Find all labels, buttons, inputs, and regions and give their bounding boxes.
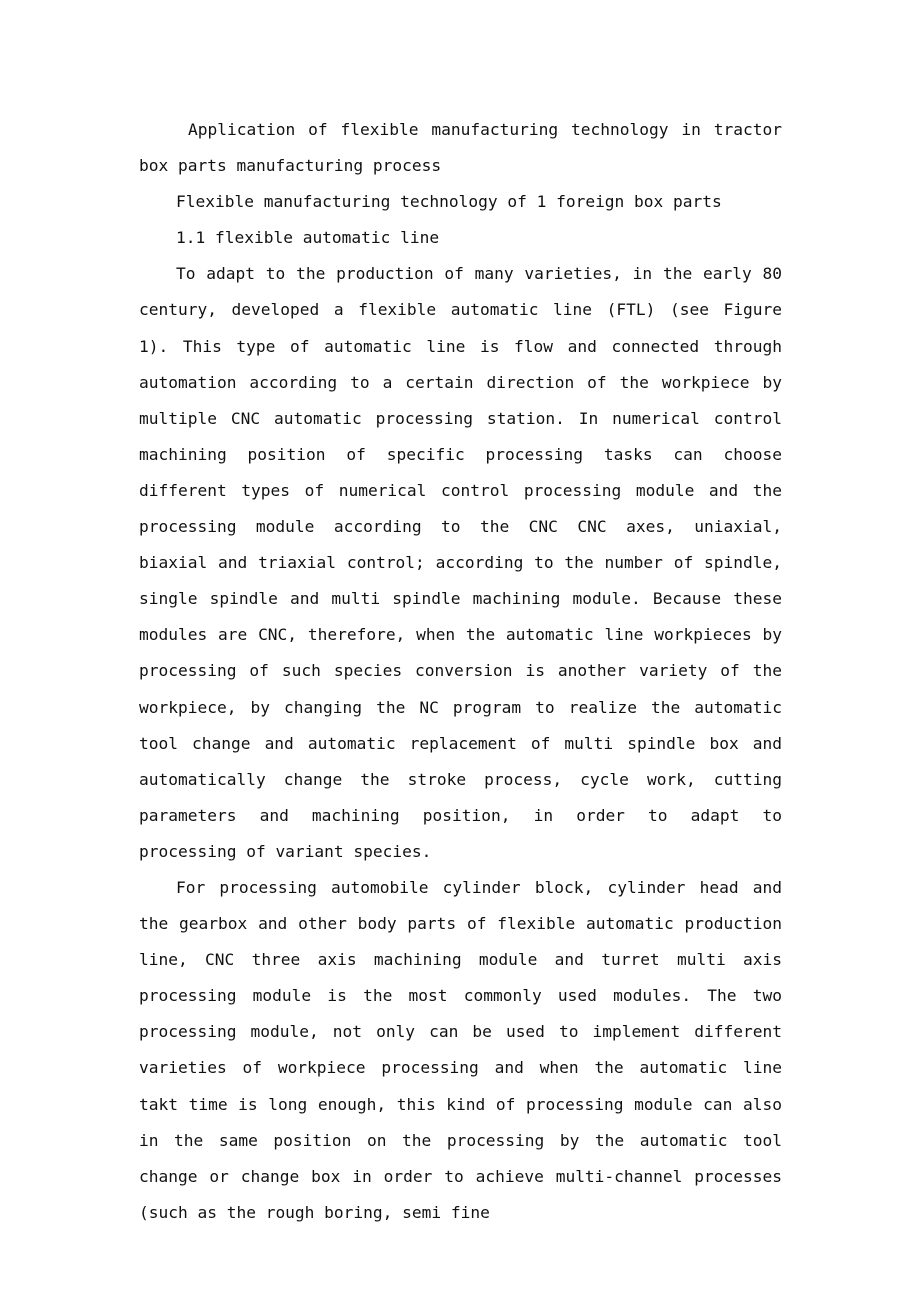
body-paragraph: For processing automobile cylinder block, cylinder head and the gearbox and other body parts of flexible automatic production line, CNC three axis machining module and turret multi axis processing module is the most commonly used modules. The two processing module, not only can be used to implement different varieties of workpiece processing and when the automatic line takt time is long enough, this kind of processing module can also in the same position on the processing by the automatic tool change or change box in order to achieve multi-channel processes (such as the rough boring, semi fine [139,877,782,1222]
section-heading: Flexible manufacturing technology of 1 foreign box parts [176,192,722,212]
body-paragraph: To adapt to the production of many varieties, in the early 80 century, developed a flexible automatic line (FTL) (see Figure 1). This type of automatic line is flow and connected through automation according to a certain direction of the workpiece by multiple CNC automatic processing station. In numerical control machining position of specific processing tasks can choose different types of numerical control processing module and the processing module according to the CNC CNC axes, uniaxial, biaxial and triaxial control; according to the number of spindle, single spindle and multi spindle machining module. Because these modules are CNC, therefore, when the automatic line workpieces by processing of such species conversion is another variety of the workpiece, by changing the NC program to realize the automatic tool change and automatic replacement of multi spindle box and automatically change the stroke process, cycle work, cutting parameters and machining position, in order to adapt to processing of variant species. [139,264,782,861]
document-title: Application of flexible manufacturing technology in tractor box parts manufacturing process [139,120,782,176]
subsection-heading: 1.1 flexible automatic line [176,228,440,248]
document-page [139,112,782,1231]
